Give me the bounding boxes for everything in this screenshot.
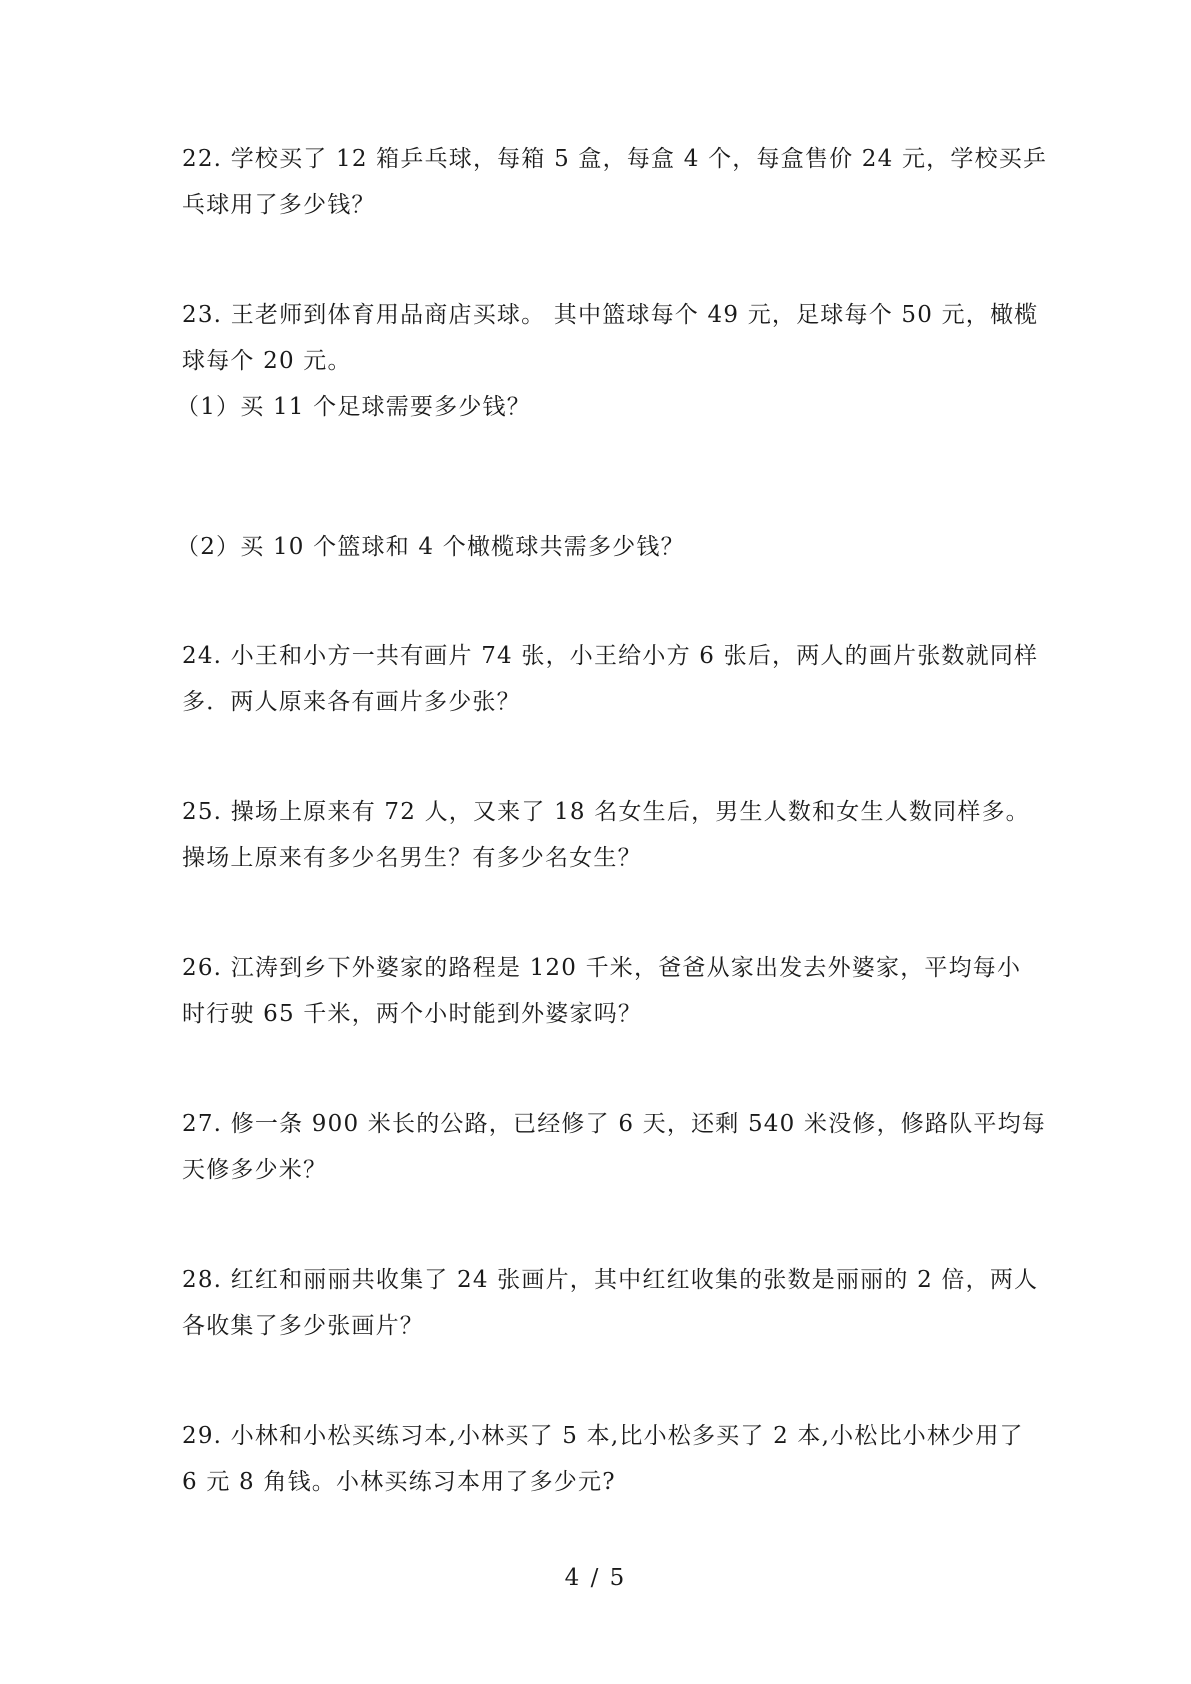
- question-24-line-1: 24. 小王和小方一共有画片 74 张，小王给小方 6 张后，两人的画片张数就同样: [182, 643, 1039, 669]
- question-23-part-1: （1）买 11 个足球需要多少钱？: [176, 394, 531, 420]
- question-23-part-2: （2）买 10 个篮球和 4 个橄榄球共需多少钱？: [176, 534, 685, 560]
- question-25-line-2: 操场上原来有多少名男生？有多少名女生？: [182, 845, 642, 871]
- question-27-line-2: 天修多少米？: [182, 1157, 328, 1183]
- question-24-line-2: 多．两人原来各有画片多少张？: [182, 689, 521, 715]
- question-23-line-1: 23. 王老师到体育用品商店买球。 其中篮球每个 49 元，足球每个 50 元，橄榄: [182, 302, 1039, 328]
- question-29-line-2: 6 元 8 角钱。小林买练习本用了多少元?: [182, 1469, 616, 1495]
- question-28-line-1: 28. 红红和丽丽共收集了 24 张画片，其中红红收集的张数是丽丽的 2 倍，两人: [182, 1267, 1039, 1293]
- page-indicator: 4 / 5: [564, 1565, 627, 1591]
- question-22-line-1: 22. 学校买了 12 箱乒乓球，每箱 5 盒，每盒 4 个，每盒售价 24 元，学校买乒: [182, 146, 1048, 172]
- question-27-line-1: 27. 修一条 900 米长的公路，已经修了 6 天，还剩 540 米没修，修路队平均每: [182, 1111, 1046, 1137]
- question-26-line-2: 时行驶 65 千米，两个小时能到外婆家吗？: [182, 1001, 643, 1027]
- question-22-line-2: 乓球用了多少钱？: [182, 192, 376, 218]
- question-28-line-2: 各收集了多少张画片？: [182, 1313, 424, 1339]
- question-26-line-1: 26. 江涛到乡下外婆家的路程是 120 千米，爸爸从家出发去外婆家，平均每小: [182, 955, 1022, 981]
- question-23-line-2: 球每个 20 元。: [182, 348, 352, 374]
- question-29-line-1: 29. 小林和小松买练习本,小林买了 5 本,比小松多买了 2 本,小松比小林少用了: [182, 1423, 1024, 1449]
- question-25-line-1: 25. 操场上原来有 72 人，又来了 18 名女生后，男生人数和女生人数同样多。: [182, 799, 1030, 825]
